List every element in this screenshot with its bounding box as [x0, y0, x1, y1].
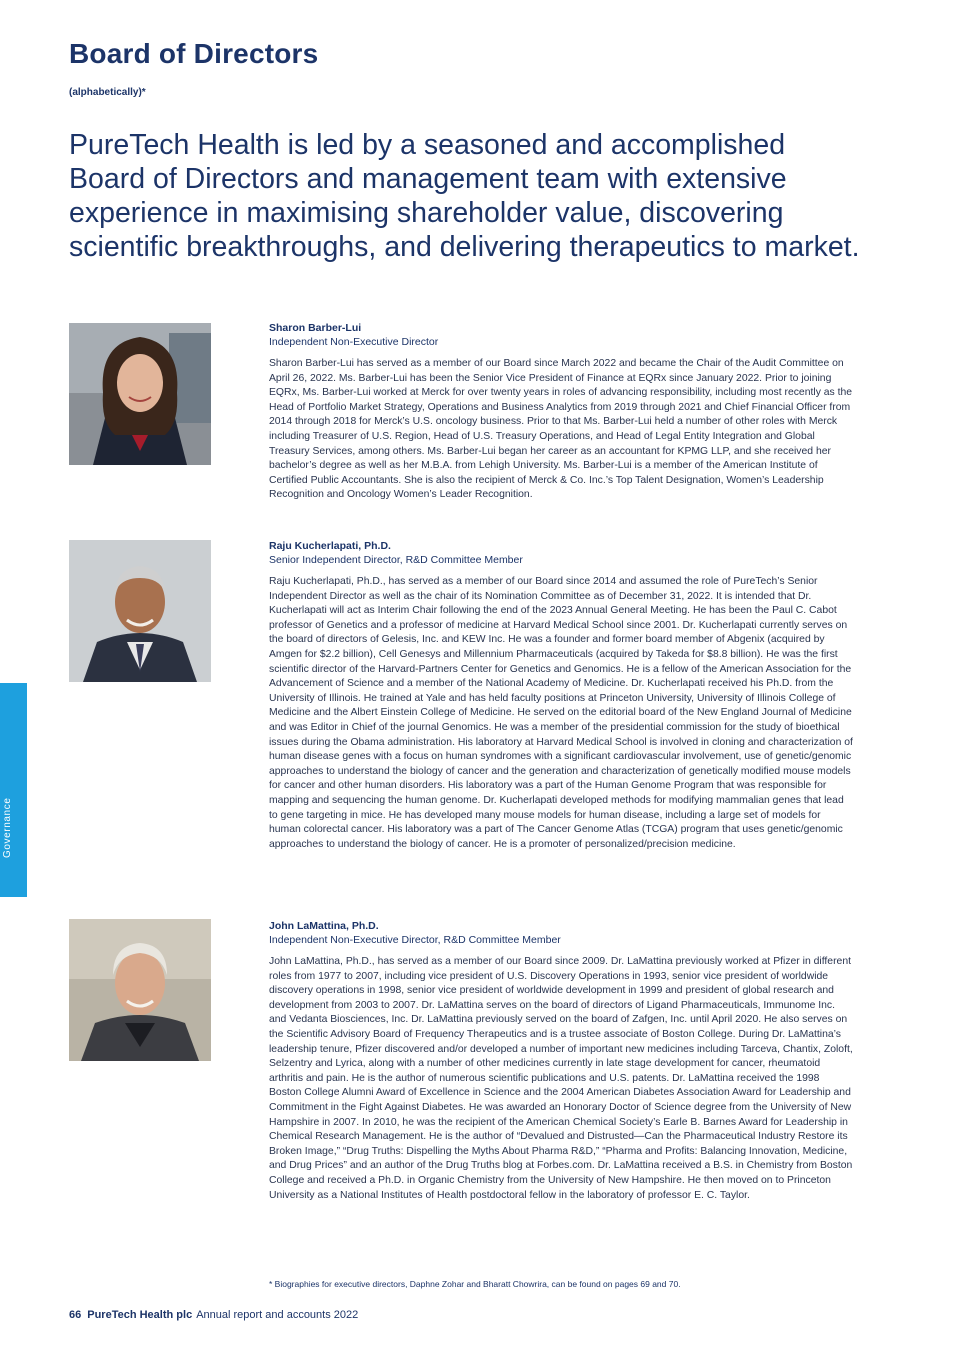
page-number: 66: [69, 1309, 82, 1321]
section-tab-label: Governance: [2, 797, 13, 858]
director-photo-lamattina: [69, 919, 211, 1061]
page-footer: [69, 1309, 358, 1321]
director-bio: John LaMattina, Ph.D., has served as a member of our Board since 2009. Dr. LaMattina previously worked at Pfizer in different roles from 1977 to 2007, including vice president of U.S. Discovery Operations in 1993, senior vice president of worldwide discovery operations in 1998, senior vice president of worldwide development in 1999 and president of global research and development from 2003 to 2007. Dr. LaMattina serves on the board of directors of Ligand Pharmaceuticals, Immunome Inc. and Vedanta Biosciences, Inc. Dr. LaMattina previously served on the board of Zafgen, Inc. until April 2020. He also serves on the Scientific Advisory Board of Frequency Therapeutics and is a trustee associate of Boston College. During Dr. LaMattina’s leadership tenure, Pfizer discovered and/or developed a number of important new medicines including Tarceva, Chantix, Zoloft, Selzentry and Lyrica, along with a number of other medicines currently in late stage development for cancer, rheumatoid arthritis and pain. He is the author of numerous scientific publications and U.S. patents. Dr. LaMattina received the 1998 Boston College Alumni Award of Excellence in Science and the 2004 American Diabetes Association Award for Leadership and Commitment in the Fight Against Diabetes. He was awarded an Honorary Doctor of Science degree from the University of New Hampshire in 2007. In 2010, he was the recipient of the American Chemical Society’s Earle B. Barnes Award for Leadership in Chemical Research Management. He is the author of “Devalued and Distrusted—Can the Pharmaceutical Industry Restore its Broken Image,” “Drug Truths: Dispelling the Myths About Pharma R&D,” “Pharma and Profits: Balancing Innovation, Medicine, and Drug Prices” and an author of the Drug Truths blog at Forbes.com. Dr. LaMattina received a B.S. in Chemistry from Boston College and received a Ph.D. in Organic Chemistry from the University of New Hampshire. He then moved on to Princeton University as a National Institutes of Health postdoctoral fellow in the laboratory of professor E. C. Taylor.: [269, 956, 853, 1201]
director-role: Independent Non-Executive Director: [269, 336, 439, 348]
footer-report-title: Annual report and accounts 2022: [196, 1309, 359, 1321]
director-bio: Raju Kucherlapati, Ph.D., has served as a member of our Board since 2014 and assumed the role of PureTech’s Senior Independent Director as well as the chair of its Nomination Committee as of December 31, 2022. It is intended that Dr. Kucherlapati will act as Interim Chair following the end of the 2023 Annual General Meeting. He has been the Paul C. Cabot professor of Genetics and a professor of medicine at Harvard Medical School since 2001. Dr. Kucherlapati currently serves on the board of directors of Gelesis, Inc. and KEW Inc. He was a founder and former board member of Abgenix (acquired by Amgen for $2.2 billion), Cell Genesys and Millennium Pharmaceuticals (acquired by Takeda for $8.8 billion). He was the first scientific director of the Harvard-Partners Center for Genetics and Genomics. He is a fellow of the American Association for the Advancement of Science and a member of the National Academy of Medicine. Dr. Kucherlapati received his Ph.D. from the University of Illinois. He trained at Yale and has held faculty positions at Princeton University, University of Illinois College of Medicine and the Albert Einstein College of Medicine. He served on the editorial board of the New England Journal of Medicine and was Editor in Chief of the journal Genomics. He was a member of the presidential commission for the study of bioethical issues during the Obama administration. His laboratory at Harvard Medical School is involved in cloning and characterization of human disease genes with a focus on human syndromes with a significant cardiovascular involvement, use of genetic/genomic approaches to understand the biology of cancer and the generation and characterization of genetically modified mouse models for cancer and other human disorders. His laboratory was a part of the Human Genome Program that was responsible for mapping and sequencing the human genome. Dr. Kucherlapati developed methods for modifying mammalian genes that lead to gene targeting in mice. He has developed many mouse models for human disease, including a large set of models for human colorectal cancer. His laboratory was a part of The Cancer Genome Atlas (TCGA) program that uses genetic/genomic approaches to understand the biology of cancer. He is a promoter of personalized/precision medicine.: [269, 576, 853, 850]
director-entry: [269, 539, 854, 852]
director-entry: [269, 321, 854, 503]
director-name: Raju Kucherlapati, Ph.D.: [269, 540, 391, 552]
section-tab-governance: [0, 683, 27, 897]
director-role: Independent Non-Executive Director, R&D Committee Member: [269, 934, 561, 946]
page-subtitle: (alphabetically)*: [69, 87, 146, 98]
director-bio: Sharon Barber-Lui has served as a member of our Board since March 2022 and became the Chair of the Audit Committee on April 26, 2022. Ms. Barber-Lui has been the Senior Vice President of Finance at EQRx since January 2022. Prior to joining EQRx, Ms. Barber-Lui worked at Merck for over twenty years in roles of advancing responsibility, including most recently as the Head of Portfolio Market Strategy, Operations and Business Analytics from 2019 through 2021 and Chief Financial Officer from 2014 through 2018 for Merck’s U.S. oncology business. Prior to that Ms. Barber-Lui held a number of other roles with Merck including Treasurer of U.S. Region, Head of U.S. Treasury Operations, and Head of Legal Entity Integration and Global Treasury Services, among others. Ms. Barber-Lui began her career as an accountant for KPMG LLP, and she received her bachelor’s degree as well as her M.B.A. from Lehigh University. Ms. Barber-Lui is a member of the American Institute of Certified Public Accountants. She is also the recipient of Merck & Co. Inc.’s Top Talent Designation, Women’s Leadership Recognition and Oncology Women’s Leader Recognition.: [269, 358, 853, 501]
director-photo-kucherlapati: [69, 540, 211, 682]
director-entry: [269, 919, 854, 1203]
director-photo-barber-lui: [69, 323, 211, 465]
footnote: * Biographies for executive directors, Daphne Zohar and Bharatt Chowrira, can be found on pages 69 and 70.: [269, 1279, 681, 1289]
intro-statement: PureTech Health is led by a seasoned and accomplished Board of Directors and management team with extensive experience in maximising shareholder value, discovering scientific breakthroughs, and delivering therapeutics to market.: [69, 129, 860, 263]
page-title: Board of Directors: [69, 38, 319, 69]
footer-company: PureTech Health plc: [87, 1309, 193, 1321]
director-role: Senior Independent Director, R&D Committee Member: [269, 554, 523, 566]
director-name: John LaMattina, Ph.D.: [269, 920, 379, 932]
director-name: Sharon Barber-Lui: [269, 322, 362, 334]
